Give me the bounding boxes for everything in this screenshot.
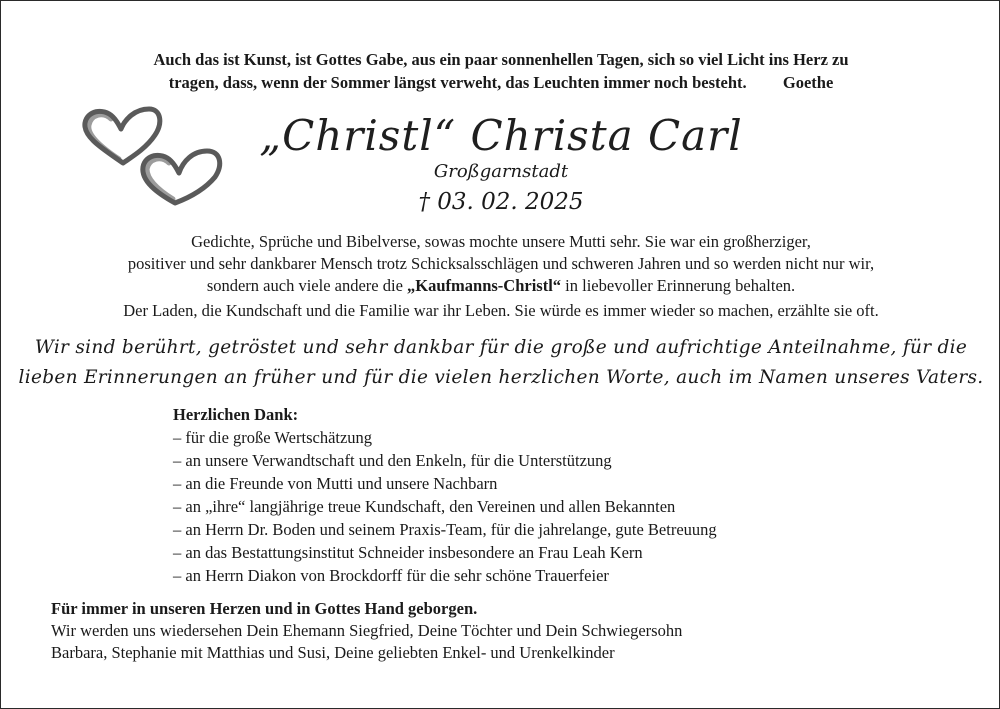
tribute-line-4: Der Laden, die Kundschaft und die Familie war ihr Leben. Sie würde es immer wieder so machen, erzählte sie oft. [123, 301, 879, 320]
tribute-line-1: Gedichte, Sprüche und Bibelverse, sowas mochte unsere Mutti sehr. Sie war ein großherziger, [191, 232, 811, 251]
thanks-item: – an die Freunde von Mutti und unsere Nachbarn [173, 474, 498, 493]
deceased-name: „Christl“ Christa Carl [259, 111, 743, 160]
closing-line-1: Wir werden uns wiedersehen Dein Ehemann Siegfried, Deine Töchter und Dein Schwiegersohn [51, 621, 683, 640]
tribute-paragraph [1, 231, 1000, 322]
quote-line-2 [1, 71, 1000, 94]
thanks-item: – an „ihre“ langjährige treue Kundschaft, den Vereinen und allen Bekannten [173, 497, 676, 516]
goethe-quote [1, 48, 1000, 94]
gratitude-statement [1, 333, 1000, 393]
thanks-item: – an Herrn Diakon von Brockdorff für die sehr schöne Trauerfeier [173, 566, 609, 585]
thanks-item: – an unsere Verwandtschaft und den Enkeln, für die Unterstützung [173, 451, 612, 470]
closing-heading: Für immer in unseren Herzen und in Gottes Hand geborgen. [51, 599, 478, 618]
thanks-item: – für die große Wertschätzung [173, 428, 373, 447]
closing-section [51, 598, 951, 664]
tribute-line-2: positiver und sehr dankbarer Mensch trotz Schicksalsschlägen und schweren Jahren und so werden nicht nur wir, [127, 254, 875, 273]
kaufmanns-christl: „Kaufmanns-Christl“ [407, 276, 562, 295]
gratitude-line-1: Wir sind berührt, getröstet und sehr dankbar für die große und aufrichtige Anteilnahme, für die [34, 337, 968, 358]
gratitude-line-2: lieben Erinnerungen an früher und für die vielen herzlichen Worte, auch im Namen unseres Vaters. [18, 367, 984, 388]
deceased-place: Großgarnstadt [433, 161, 569, 182]
death-date: † 03. 02. 2025 [418, 189, 584, 215]
tribute-line-3-pre: sondern auch viele andere die [206, 276, 408, 295]
thanks-item: – an das Bestattungsinstitut Schneider insbesondere an Frau Leah Kern [173, 543, 643, 562]
closing-line-2: Barbara, Stephanie mit Matthias und Susi, Deine geliebten Enkel- und Urenkelkinder [51, 643, 615, 662]
thanks-heading: Herzlichen Dank: [173, 405, 299, 424]
quote-line-2-text: tragen, dass, wenn der Sommer längst verweht, das Leuchten immer noch besteht. [168, 73, 747, 92]
quote-author: Goethe [782, 73, 834, 92]
thanks-list [173, 403, 933, 587]
tribute-line-3 [1, 275, 1000, 297]
thanks-item: – an Herrn Dr. Boden und seinem Praxis-Team, für die jahrelange, gute Betreuung [173, 520, 717, 539]
quote-line-1: Auch das ist Kunst, ist Gottes Gabe, aus ein paar sonnenhellen Tagen, sich so viel Licht ins Herz zu [153, 50, 849, 69]
tribute-line-3-post: in liebevoller Erinnerung behalten. [561, 276, 796, 295]
